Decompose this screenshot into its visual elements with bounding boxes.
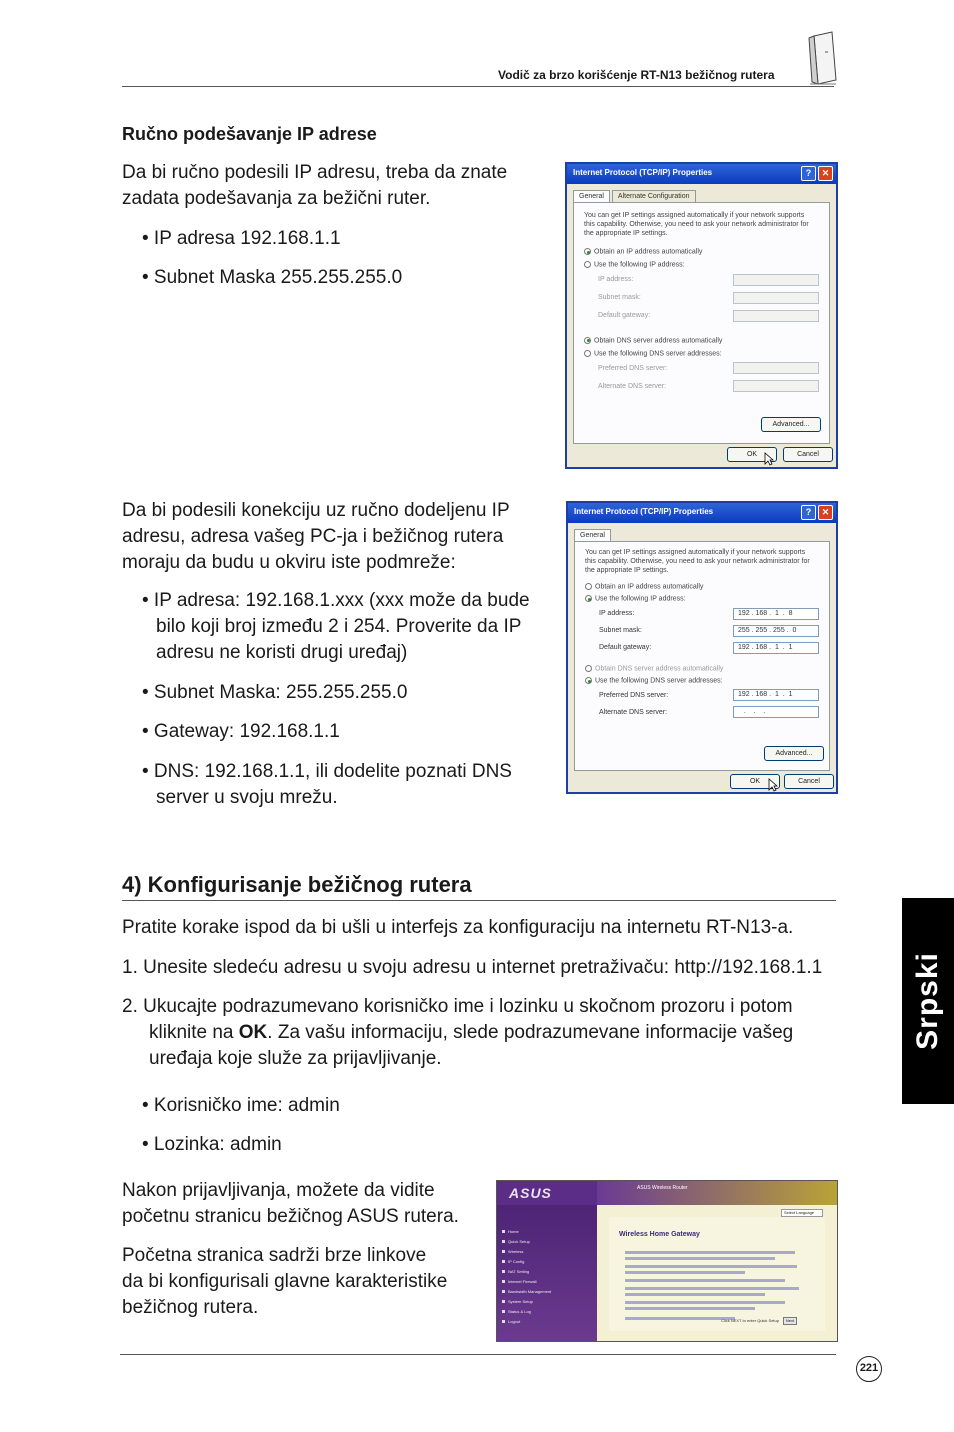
alternate-dns-label: Alternate DNS server: (598, 382, 667, 390)
asus-logo: ASUS (509, 1185, 552, 1201)
asus-language-select[interactable]: Select Language (781, 1209, 823, 1217)
header-rule (122, 86, 834, 87)
preferred-dns-field[interactable] (733, 362, 819, 374)
alternate-dns-field[interactable] (733, 380, 819, 392)
asus-menu-quick-setup[interactable]: Quick Setup (502, 1237, 551, 1247)
home-page-text: Početna stranica sadrži brze linkove da bi konfigurisali glavne karakteristike bežičnog rutera. (122, 1245, 448, 1318)
default-gateway-field[interactable]: 192 . 168 . 1 . 1 (733, 642, 819, 654)
asus-menu-wireless[interactable]: Wireless (502, 1247, 551, 1257)
asus-menu-nat[interactable]: NAT Setting (502, 1267, 551, 1277)
section-title: 4) Konfigurisanje bežičnog rutera (122, 872, 472, 897)
bullet-pc-dns: • DNS: 192.168.1.1, ili dodelite poznati DNS server u svoju mrežu. (142, 761, 512, 808)
preferred-dns-label: Preferred DNS server: (599, 691, 669, 699)
tab-general[interactable]: General (573, 190, 610, 202)
step-1: 1. Unesite sledeću adresu u svoju adresu u internet pretraživaču: http://192.168.1.1 (122, 957, 823, 978)
language-side-tab: Srpski (902, 898, 954, 1104)
bullet-router-ip: • IP adresa 192.168.1.1 (142, 228, 341, 249)
section-intro: Pratite korake ispod da bi ušli u interfejs za konfiguraciju na internetu RT-N13-a. (122, 917, 794, 938)
bullet-router-mask: • Subnet Maska 255.255.255.0 (142, 267, 403, 288)
preferred-dns-field[interactable]: 192 . 168 . 1 . 1 (733, 689, 819, 701)
ok-button[interactable]: OK (727, 447, 777, 462)
asus-menu-status[interactable]: Status & Log (502, 1307, 551, 1317)
dialog-description: You can get IP settings assigned automatically if your network supports this capability. Otherwise, you need to ask your network administrator for the appropriate IP settings. (585, 549, 810, 574)
asus-main-panel (609, 1217, 825, 1331)
ok-button[interactable]: OK (730, 774, 780, 789)
asus-menu-home[interactable]: Home (502, 1227, 551, 1237)
subnet-mask-label: Subnet mask: (598, 294, 641, 302)
bullet-pc-mask: • Subnet Maska: 255.255.255.0 (142, 682, 408, 703)
asus-sidebar (497, 1205, 597, 1341)
dialog-titlebar: Internet Protocol (TCP/IP) Properties ? ✕ (567, 164, 836, 184)
advanced-button[interactable]: Advanced... (761, 417, 821, 432)
section-rule (122, 900, 836, 901)
cursor-icon (764, 452, 774, 466)
radio-use-dns[interactable]: Use the following DNS server addresses: (584, 350, 819, 357)
asus-next-label: Click NEXT to enter Quick Setup (721, 1318, 779, 1323)
asus-top-title: ASUS Wireless Router (637, 1185, 688, 1191)
radio-obtain-ip[interactable]: Obtain an IP address automatically (585, 583, 819, 590)
ip-address-label: IP address: (598, 276, 634, 284)
asus-next-button[interactable]: Next (783, 1317, 797, 1325)
subnet-mask-field[interactable]: 255 . 255 . 255 . 0 (733, 625, 819, 637)
manual-connection-intro: Da bi podesili konekciju uz ručno dodeljenu IP adresu, adresa vašeg PC-ja i bežičnog rutera moraju da budu u okviru iste podmreže: (122, 500, 510, 573)
step-2: 2. Ukucajte podrazumevano korisničko ime i lozinku u skočnom prozoru i potom kliknite na OK. Za vašu informaciju, slede podrazumevane informacije vašeg uređaja koje služe za prijavljivanje. (122, 996, 794, 1069)
preferred-dns-label: Preferred DNS server: (598, 364, 668, 372)
asus-web-ui-screenshot (496, 1180, 838, 1342)
help-icon[interactable]: ? (801, 505, 816, 520)
tab-alternate-configuration[interactable]: Alternate Configuration (612, 190, 696, 202)
asus-menu-firewall[interactable]: Internet Firewall (502, 1277, 551, 1287)
advanced-button[interactable]: Advanced... (764, 746, 824, 761)
tab-general[interactable]: General (574, 529, 611, 541)
cancel-button[interactable]: Cancel (784, 774, 834, 789)
subnet-mask-field[interactable] (733, 292, 819, 304)
cursor-icon (768, 778, 778, 792)
radio-use-ip[interactable]: Use the following IP address: (585, 595, 819, 602)
subnet-mask-label: Subnet mask: (599, 627, 642, 635)
radio-use-dns[interactable]: Use the following DNS server addresses: (585, 677, 819, 684)
manual-ip-heading: Ručno podešavanje IP adrese (122, 124, 377, 144)
ip-address-label: IP address: (599, 610, 635, 618)
asus-menu-logout[interactable]: Logout (502, 1317, 551, 1327)
alternate-dns-field[interactable]: . . . (733, 706, 819, 718)
bullet-username: • Korisničko ime: admin (142, 1095, 340, 1116)
ip-address-field[interactable]: 192 . 168 . 1 . 8 (733, 608, 819, 620)
close-icon[interactable]: ✕ (818, 505, 833, 520)
tcpip-dialog-manual (566, 501, 838, 794)
bullet-pc-gateway: • Gateway: 192.168.1.1 (142, 721, 340, 742)
bullet-pc-ip: • IP adresa: 192.168.1.xxx (xxx može da bude bilo koji broj između 2 i 254. Proverite da IP adresu ne koristi drugi uređaj) (142, 590, 530, 663)
tcpip-dialog-auto (565, 162, 838, 469)
asus-menu-ip-config[interactable]: IP Config (502, 1257, 551, 1267)
footer-rule (120, 1354, 836, 1355)
close-icon[interactable]: ✕ (818, 166, 833, 181)
default-gateway-label: Default gateway: (599, 644, 652, 652)
default-gateway-field[interactable] (733, 310, 819, 322)
radio-use-ip[interactable]: Use the following IP address: (584, 261, 819, 268)
asus-menu-system[interactable]: System Setup (502, 1297, 551, 1307)
asus-heading: Wireless Home Gateway (619, 1231, 700, 1238)
cancel-button[interactable]: Cancel (783, 447, 833, 462)
dialog-description: You can get IP settings assigned automatically if your network supports this capability. Otherwise, you need to ask your network administrator for the appropriate IP settings. (584, 212, 809, 237)
bullet-password: • Lozinka: admin (142, 1134, 282, 1155)
ip-address-field[interactable] (733, 274, 819, 286)
dialog-titlebar: Internet Protocol (TCP/IP) Properties ? ✕ (568, 503, 836, 523)
page-number: 221 (856, 1356, 882, 1382)
asus-menu-bandwidth[interactable]: Bandwidth Management (502, 1287, 551, 1297)
router-icon (806, 30, 840, 86)
help-icon[interactable]: ? (801, 166, 816, 181)
after-login-text: Nakon prijavljivanja, možete da vidite početnu stranicu bežičnog ASUS rutera. (122, 1180, 459, 1227)
radio-obtain-dns[interactable]: Obtain DNS server address automatically (585, 665, 819, 672)
radio-obtain-ip[interactable]: Obtain an IP address automatically (584, 248, 819, 255)
alternate-dns-label: Alternate DNS server: (599, 708, 668, 716)
default-gateway-label: Default gateway: (598, 312, 651, 320)
radio-obtain-dns[interactable]: Obtain DNS server address automatically (584, 337, 819, 344)
ok-keyword: OK (238, 1022, 268, 1043)
manual-ip-intro: Da bi ručno podesili IP adresu, treba da znate zadata podešavanja za bežični ruter. (122, 162, 508, 209)
running-header: Vodič za brzo korišćenje RT-N13 bežičnog rutera (498, 68, 775, 82)
